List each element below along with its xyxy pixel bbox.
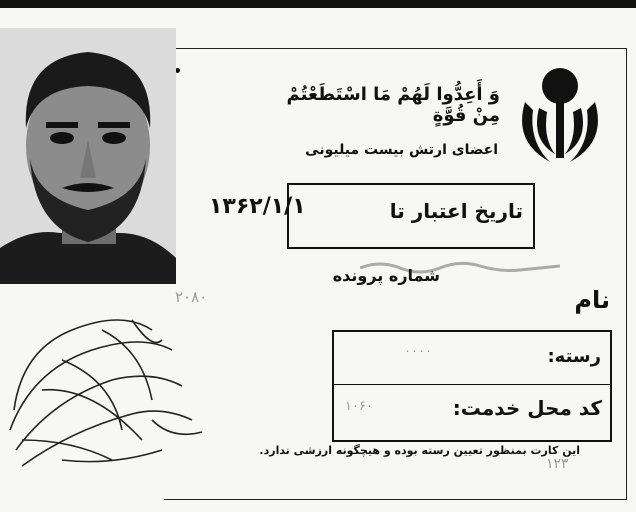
motto-text: وَ أَعِدُّوا لَهُمْ مَا اسْتَطَعْتُمْ مِنْ قُوَّةٍ bbox=[286, 84, 500, 126]
signature-stamp bbox=[2, 290, 212, 480]
validity-label: تاریخ اعتبار تا bbox=[389, 199, 523, 223]
rank-label: رسته: bbox=[547, 346, 601, 367]
name-label: نام bbox=[574, 286, 610, 314]
box-divider bbox=[332, 384, 610, 385]
validity-date: ۱۳۶۲/۱/۱ bbox=[209, 194, 306, 219]
service-code-value: ۱۰۶۰ bbox=[345, 399, 373, 414]
scan-edge bbox=[0, 0, 636, 8]
footer-number: ۱۲۳ bbox=[546, 456, 569, 472]
validity-box bbox=[287, 183, 535, 249]
file-number-value: ۲۰۸۰ bbox=[175, 288, 208, 306]
issuer-text: اعضای ارتش بیست میلیونی bbox=[305, 142, 498, 158]
file-number-label: شماره پرونده bbox=[332, 266, 440, 285]
holder-photo bbox=[0, 28, 176, 284]
footer-note: این کارت بمنظور تعیین رسته بوده و هیچگونه ارزشی ندارد. bbox=[259, 444, 580, 457]
iran-emblem-icon bbox=[505, 62, 615, 172]
rank-value: ۰۰۰۰ bbox=[404, 344, 432, 359]
service-code-label: کد محل خدمت: bbox=[452, 396, 602, 420]
